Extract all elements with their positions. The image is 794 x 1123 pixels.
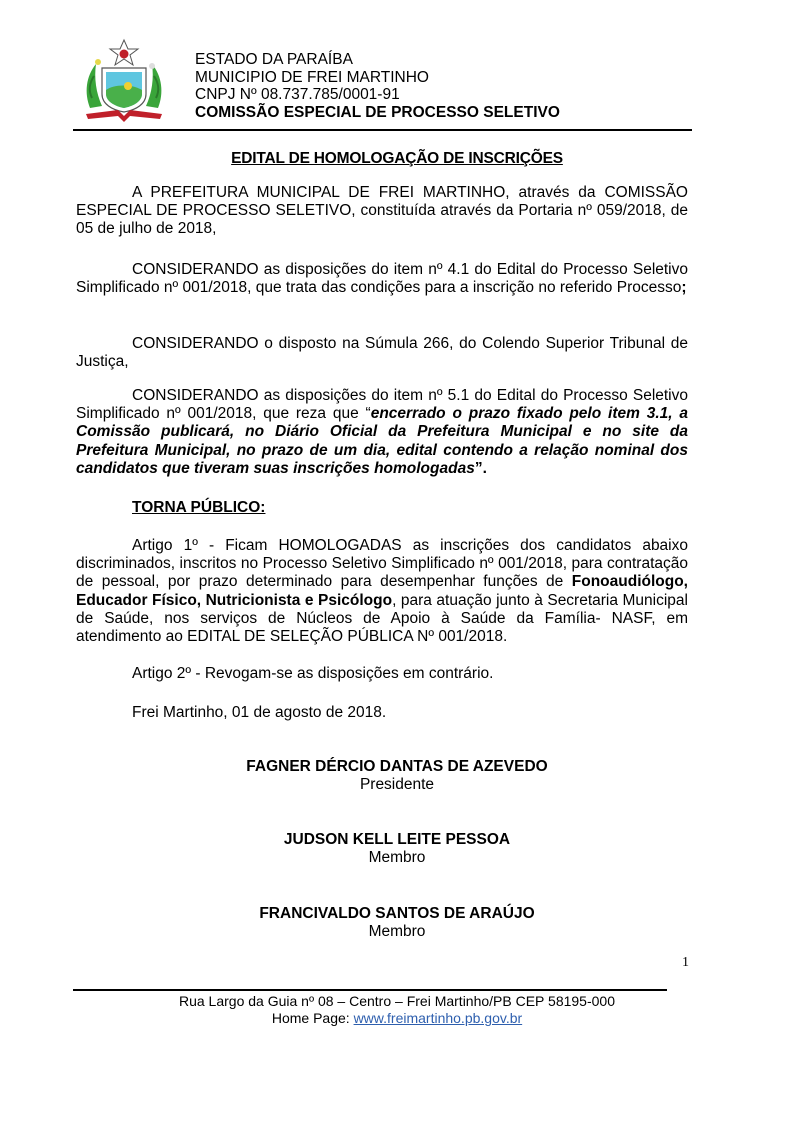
paragraph-considerando-1 xyxy=(76,261,688,297)
artigo-1-roles: Fonoaudiólogo, Educador Físico, Nutricionista e Psicólogo xyxy=(76,573,688,609)
signatory-role: Membro xyxy=(368,849,426,866)
cnpj: CNPJ Nº 08.737.785/0001-91 xyxy=(195,86,400,103)
homepage-link[interactable]: www.freimartinho.pb.gov.br xyxy=(353,1010,523,1026)
signature-block xyxy=(0,758,794,794)
signature-block xyxy=(0,905,794,941)
paraiba-coat-of-arms-icon xyxy=(82,38,166,124)
commission-name: COMISSÃO ESPECIAL DE PROCESSO SELETIVO xyxy=(195,103,560,121)
signatory-role: Presidente xyxy=(359,776,435,793)
paragraph-text: CONSIDERANDO as disposições do item nº 4.1 do Edital do Processo Seletivo Simplificado nº 001/2018, que trata das condições para a inscrição no referido Processo xyxy=(76,261,688,297)
artigo-1 xyxy=(76,537,688,646)
artigo-1-tail: , para atuação junto à Secretaria Municipal de Saúde, nos serviços de Núcleos de Apoio à Saúde da Família- NASF, em atendimento ao EDITAL DE SELEÇÃO PÚBLICA Nº 001/2018. xyxy=(76,591,688,646)
paragraph-considerando-2: CONSIDERANDO o disposto na Súmula 266, do Colendo Superior Tribunal de Justiça, xyxy=(76,335,688,371)
signature-block xyxy=(0,831,794,867)
place-date: Frei Martinho, 01 de agosto de 2018. xyxy=(132,704,387,721)
footer-address: Rua Largo da Guia nº 08 – Centro – Frei Martinho/PB CEP 58195-000 xyxy=(178,993,615,1009)
footer xyxy=(0,993,794,1027)
signatory-role: Membro xyxy=(368,923,426,940)
artigo-2: Artigo 2º - Revogam-se as disposições em contrário. xyxy=(132,665,494,682)
header-divider xyxy=(73,129,692,131)
paragraph-end: ”. xyxy=(474,459,487,477)
page-number: 1 xyxy=(682,955,689,970)
footer-homepage xyxy=(0,1010,794,1027)
letterhead xyxy=(195,51,560,121)
document-title: EDITAL DE HOMOLOGAÇÃO DE INSCRIÇÕES xyxy=(231,150,563,167)
paragraph-considerando-3 xyxy=(76,387,688,478)
footer-divider xyxy=(73,989,667,991)
signatory-name: FRANCIVALDO SANTOS DE ARAÚJO xyxy=(259,905,535,922)
paragraph-end: ; xyxy=(681,279,687,297)
signatory-name: JUDSON KELL LEITE PESSOA xyxy=(283,831,511,848)
signatory-name: FAGNER DÉRCIO DANTAS DE AZEVEDO xyxy=(246,758,548,775)
paragraph-intro: A PREFEITURA MUNICIPAL DE FREI MARTINHO, através da COMISSÃO ESPECIAL DE PROCESSO SELETIVO, constituída através da Portaria nº 059/2018, de 05 de julho de 2018, xyxy=(76,184,688,238)
artigo-1-lead: Artigo 1º - Ficam HOMOLOGADAS as inscrições dos candidatos abaixo discriminados, inscritos no Processo Seletivo Simplificado nº 001/2018, para contratação de pessoal, por prazo determinado para desempenhar funções de xyxy=(76,537,688,591)
municipality-name: MUNICIPIO DE FREI MARTINHO xyxy=(195,68,429,86)
torna-publico-heading: TORNA PÚBLICO: xyxy=(132,499,266,516)
homepage-label: Home Page: xyxy=(271,1010,354,1026)
state-name: ESTADO DA PARAÍBA xyxy=(195,51,353,68)
quoted-clause: encerrado o prazo fixado pelo item 3.1, a Comissão publicará, no Diário Oficial da Prefeitura Municipal e no site da Prefeitura Municipal, no prazo de um dia, edital contendo a relação nominal dos candidatos que tiveram suas inscrições homologadas xyxy=(76,405,688,477)
paragraph-lead: CONSIDERANDO as disposições do item nº 5.1 do Edital do Processo Seletivo Simplificado nº 001/2018, que reza que “ xyxy=(76,387,688,423)
